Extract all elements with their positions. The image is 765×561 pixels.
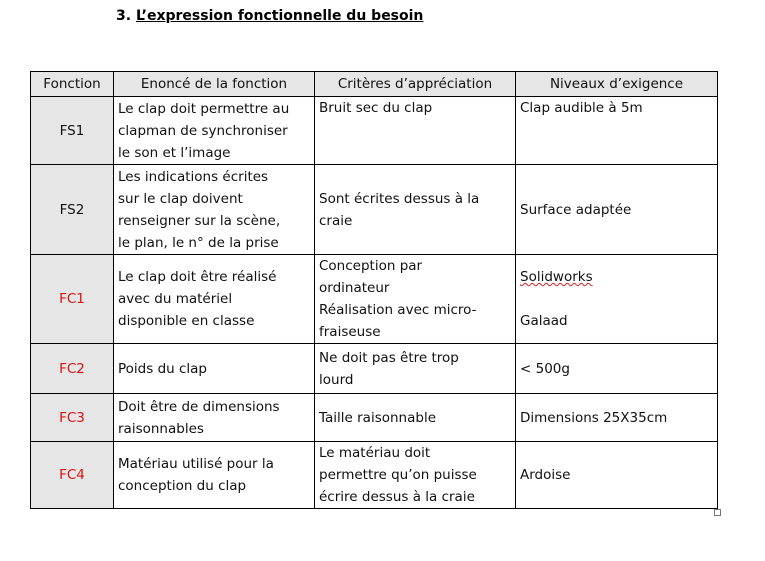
table-resize-handle[interactable] [714,509,721,516]
table-row [31,442,718,509]
functions-table [30,71,718,509]
function-statement [114,165,315,255]
cell-line: Dimensions 25X35cm [520,409,668,426]
table-header-row [31,72,718,97]
function-statement [114,442,315,509]
assessment-criteria [315,394,516,442]
function-id: FC4 [31,442,114,509]
header-enonce: Enoncé de la fonction [114,72,315,97]
cell-line: Clap audible à 5m [520,100,643,116]
cell-line: Matériau utilisé pour la [118,456,274,472]
cell-line: fraiseuse [319,324,381,340]
cell-line: le plan, le n° de la prise [118,234,279,251]
cell-line: permettre qu’on puisse [319,467,477,483]
function-statement [114,97,315,165]
assessment-criteria [315,442,516,509]
cell-line: Ne doit pas être trop [319,349,459,366]
section-title [116,8,423,24]
function-statement [114,344,315,394]
function-id: FC2 [31,344,114,394]
table-row [31,344,718,394]
cell-line: conception du clap [118,478,247,494]
cell-line: Conception par [319,258,423,274]
cell-line: Bruit sec du clap [319,100,433,116]
cell-line: Le clap doit être réalisé [118,269,277,285]
section-heading: L’expression fonctionnelle du besoin [135,8,424,24]
cell-line: < 500g [520,360,570,377]
cell-line: raisonnables [118,420,204,437]
cell-line [520,288,713,310]
function-id: FS1 [31,97,114,165]
requirement-level [516,97,718,165]
cell-line: disponible en classe [118,313,255,329]
header-fonction: Fonction [31,72,114,97]
requirement-level [516,344,718,394]
cell-line: Les indications écrites [118,168,269,185]
requirement-level [516,255,718,344]
cell-line: Le matériau doit [319,445,431,461]
function-id: FC1 [31,255,114,344]
cell-line: Ardoise [520,467,571,483]
cell-line: ordinateur [319,280,390,296]
cell-line: Solidworks [520,269,593,285]
function-id: FC3 [31,394,114,442]
function-statement [114,394,315,442]
assessment-criteria [315,255,516,344]
cell-line: craie [319,212,353,229]
cell-line: Poids du clap [118,360,207,377]
cell-line: clapman de synchroniser [118,122,288,139]
assessment-criteria [315,344,516,394]
assessment-criteria [315,165,516,255]
cell-line: le son et l’image [118,144,231,161]
cell-line: écrire dessus à la craie [319,489,475,505]
function-id: FS2 [31,165,114,255]
requirement-level [516,165,718,255]
cell-line: lourd [319,371,354,388]
assessment-criteria [315,97,516,165]
table-row [31,97,718,165]
header-niveaux: Niveaux d’exigence [516,72,718,97]
cell-line: avec du matériel [118,291,233,307]
cell-line: Surface adaptée [520,201,632,218]
cell-line: renseigner sur la scène, [118,212,281,229]
cell-line: Le clap doit permettre au [118,100,290,117]
function-statement [114,255,315,344]
table-row [31,255,718,344]
requirement-level [516,442,718,509]
header-criteres: Critères d’appréciation [315,72,516,97]
cell-line: Galaad [520,313,568,329]
section-number: 3. [116,8,132,24]
cell-line: Doit être de dimensions [118,398,280,415]
table-row [31,394,718,442]
cell-line: Taille raisonnable [319,409,437,426]
cell-line: Sont écrites dessus à la [319,190,480,207]
requirement-level [516,394,718,442]
table-row [31,165,718,255]
cell-line: sur le clap doivent [118,190,243,207]
cell-line: Réalisation avec micro- [319,302,477,318]
